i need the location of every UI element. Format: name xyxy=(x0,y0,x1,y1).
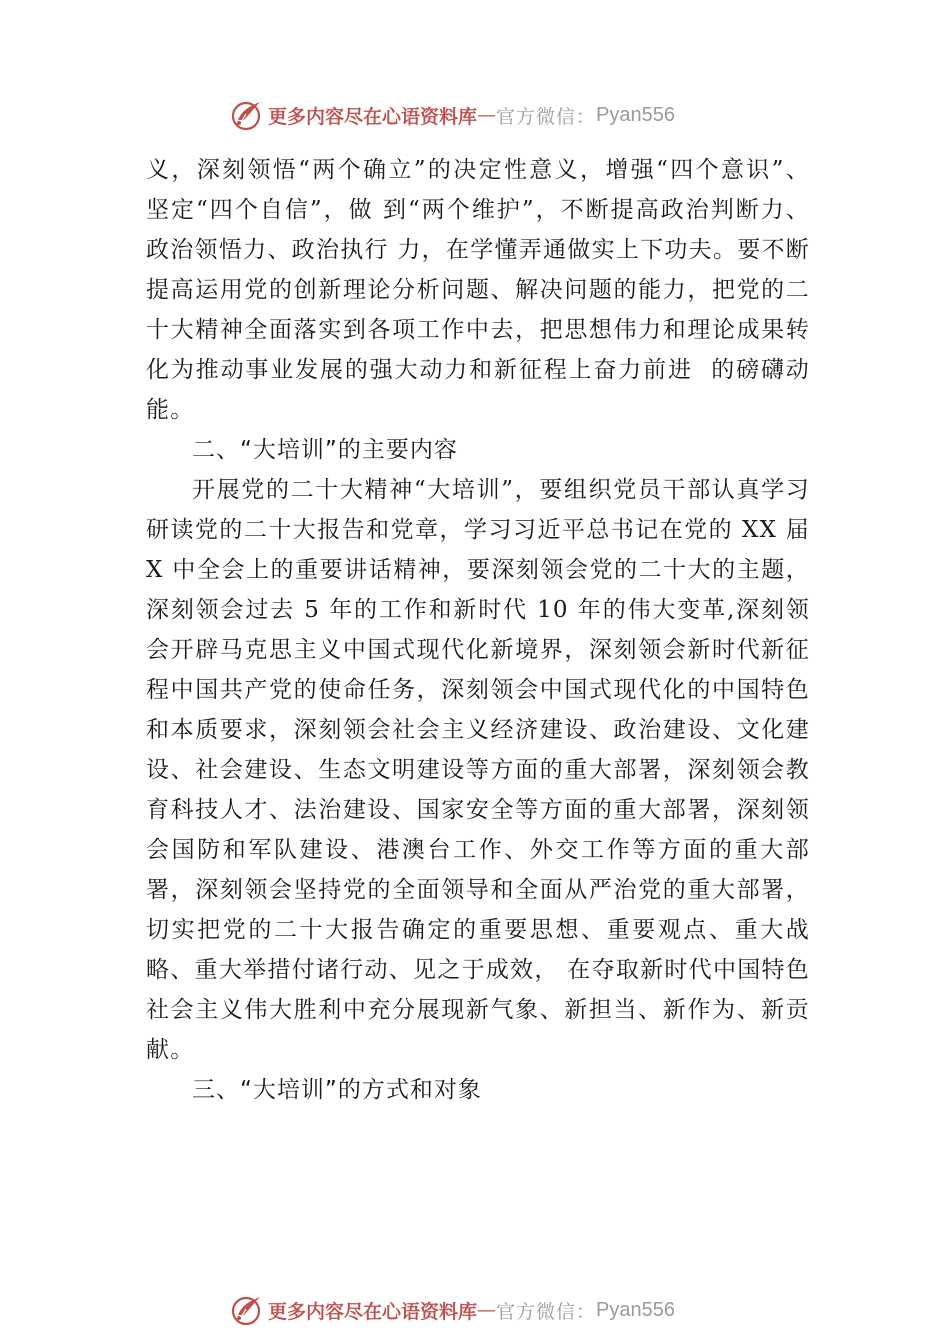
section-heading-3: 三、“大培训”的方式和对象 xyxy=(192,1077,482,1103)
header-watermark xyxy=(230,98,730,132)
paragraph-continuation: 义，深刻领悟“两个确立”的决定性意义，增强“四个意识”、 坚定“四个自信”，做 到“两个维护”，不断提高政治判断力、政治领悟力、政治执行 力，在学懂弄通做实上下功夫。要不断提高运用党的创新理论分析问题、解决问题的能力，把党的二十大精神全面落实到各项工作中去，把思想伟力和理论成果转化为推动事业发展的强大动力和新征程上奋力前进 的磅礴动能。 xyxy=(146,157,819,423)
watermark-wechat-id: Pyan556 xyxy=(596,103,675,126)
quill-logo-icon xyxy=(230,98,264,132)
section-heading-2: 二、“大培训”的主要内容 xyxy=(192,437,458,463)
watermark-brand: 更多内容尽在心语资料库 xyxy=(268,105,478,128)
watermark-wechat-id: Pyan556 xyxy=(596,1298,675,1321)
watermark-label: 官方微信： xyxy=(496,105,597,128)
footer-watermark xyxy=(230,1293,730,1327)
quill-logo-icon xyxy=(230,1293,264,1327)
watermark-label: 官方微信： xyxy=(496,1300,597,1323)
document-body xyxy=(146,150,819,1110)
watermark-brand: 更多内容尽在心语资料库 xyxy=(268,1300,478,1323)
watermark-dash: — xyxy=(477,1299,497,1321)
watermark-dash: — xyxy=(477,104,497,126)
paragraph-main-content: 开展党的二十大精神“大培训”，要组织党员干部认真学习研读党的二十大报告和党章，学习习近平总书记在党的 XX 届 X 中全会上的重要讲话精神，要深刻领会党的二十大的主题，深刻领会过去 5 年的工作和新时代 10 年的伟大变革,深刻领会开辟马克思主义中国式现代化新境界，深刻领会新时代新征程中国共产党的使命任务，深刻领会中国式现代化的中国特色和本质要求，深刻领会社会主义经济建设、政治建设、文化建设、社会建设、生态文明建设等方面的重大部署，深刻领会教育科技人才、法治建设、国家安全等方面的重大部署，深刻领会国防和军队建设、港澳台工作、外交工作等方面的重大部署，深刻领会坚持党的全面领导和全面从严治党的重大部署，切实把党的二十大报告确定的重要思想、重要观点、重大战略、重大举措付诸行动、见之于成效， 在夺取新时代中国特色社会主义伟大胜利中充分展现新气象、新担当、新作为、新贡献。 xyxy=(146,477,819,1063)
